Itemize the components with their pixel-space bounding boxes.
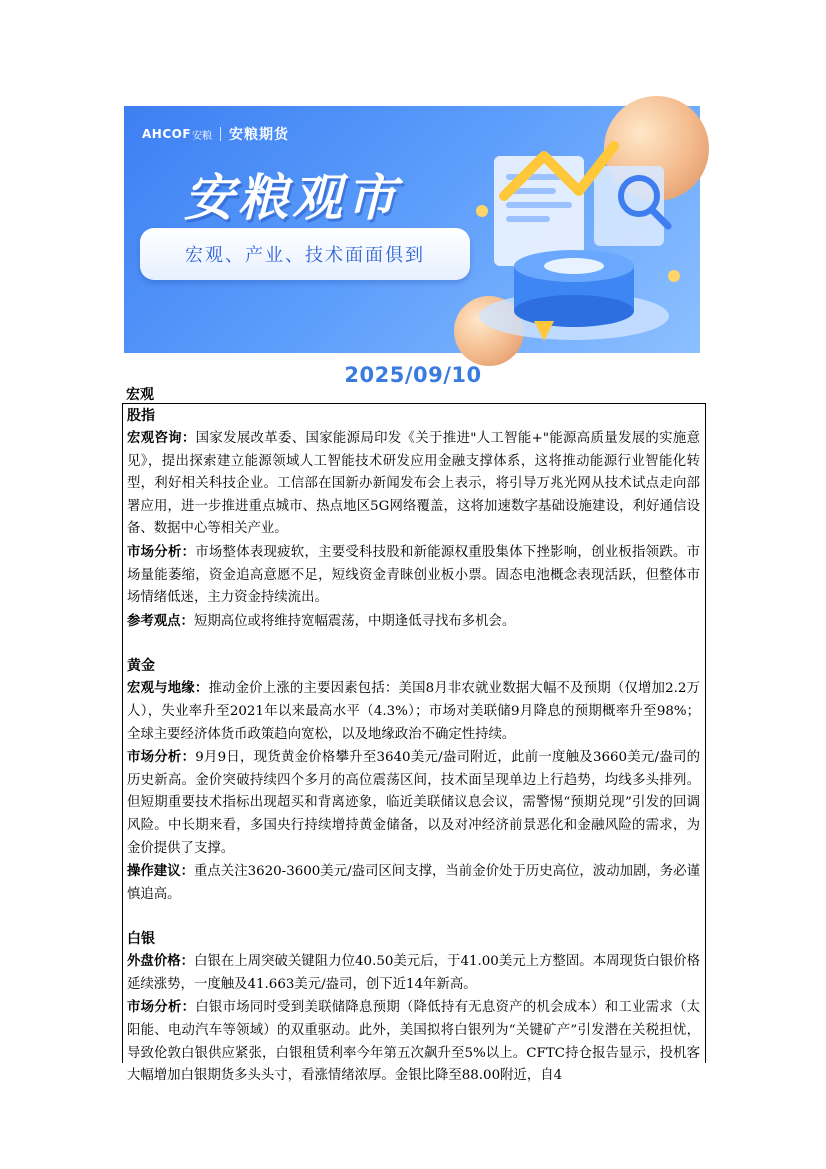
banner-subtitle: 宏观、产业、技术面面俱到 xyxy=(185,245,425,266)
paragraph-text: 重点关注3620-3600美元/盎司区间支撑，当前金价处于历史高位，波动加剧，务必谨慎追高。 xyxy=(127,864,700,902)
paragraph-text: 推动金价上涨的主要因素包括：美国8月非农就业数据大幅不及预期（仅增加2.2万人），失业率升至2021年以来最高水平（4.3%）；市场对美联储9月降息的预期概率升至98%；全球主要经济体货币政策趋向宽松，以及地缘政治不确定性持续。 xyxy=(127,681,701,742)
logo-cn: 安粮 xyxy=(192,130,213,142)
spacer xyxy=(127,633,700,655)
company-logo xyxy=(142,124,289,144)
paragraph xyxy=(127,860,700,906)
spacer xyxy=(127,906,700,928)
paragraph xyxy=(127,950,700,996)
paragraph-label: 参考观点： xyxy=(127,612,194,629)
paragraph-text: 白银市场同时受到美联储降息预期（降低持有无息资产的机会成本）和工业需求（太阳能、电动汽车等领域）的双重驱动。此外，美国拟将白银列为“关键矿产”引发潜在关税担忧，导致伦敦白银供应紧张，白银租赁利率今年第五次飙升至5%以上。CFTC持仓报告显示，投机客大幅增加白银期货多头头寸，看涨情绪浓厚。金银比降至88.00附近，自4 xyxy=(127,1000,701,1084)
paragraph-text: 9月9日，现货黄金价格攀升至3640美元/盎司附近，此前一度触及3660美元/盎司的历史新高。金价突破持续四个多月的高位震荡区间，技术面呈现单边上行趋势，均线多头排列。但短期重要技术指标出现超买和背离迹象，临近美联储议息会议，需警惕“预期兑现”引发的回调风险。中长期来看，多国央行持续增持黄金储备，以及对冲经济前景恶化和金融风险的需求，为金价提供了支撑。 xyxy=(127,750,700,856)
paragraph-label: 市场分析： xyxy=(127,999,196,1016)
subtitle-pill xyxy=(140,228,470,280)
paragraph-label: 宏观与地缘： xyxy=(127,680,209,697)
block-heading: 股指 xyxy=(127,408,155,424)
logo-en: AHCOF xyxy=(142,127,192,141)
paragraph xyxy=(127,746,700,860)
paragraph-label: 外盘价格： xyxy=(127,953,195,970)
section-label: 宏观 xyxy=(126,387,154,403)
paragraph-text: 市场整体表现疲软，主要受科技股和新能源权重股集体下挫影响，创业板指领跌。市场量能萎缩，资金追高意愿不足，短线资金青睐创业板小票。固态电池概念表现活跃，但整体市场情绪低迷，主力资金持续流出。 xyxy=(127,544,701,606)
company-name: 安粮期货 xyxy=(229,127,290,143)
content-box xyxy=(122,403,706,1084)
finance-illustration-icon xyxy=(464,126,694,346)
paragraph xyxy=(127,677,700,746)
paragraph-label: 市场分析： xyxy=(127,543,196,560)
paragraph-text: 白银在上周突破关键阻力位40.50美元后，于41.00美元上方整固。本周现货白银价格延续涨势，一度触及41.663美元/盎司，创下近14年新高。 xyxy=(127,954,701,992)
banner xyxy=(124,106,700,353)
block-heading: 白银 xyxy=(127,931,155,948)
paragraph xyxy=(127,610,700,634)
paragraph-text: 国家发展改革委、国家能源局印发《关于推进"人工智能+"能源高质量发展的实施意见》，提出探索建立能源领域人工智能技术研发应用金融支撑体系，这将推动能源行业智能化转型，利好相关科技企业。工信部在国新办新闻发布会上表示，将引导万兆光网从技术试点走向部署应用，进一步推进重点城市、热点地区5G网络覆盖，这将加速数字基础设施建设，利好通信设备、数据中心等相关产业。 xyxy=(127,431,700,537)
paragraph xyxy=(127,427,700,541)
report-date: 2025/09/10 xyxy=(344,363,482,387)
paragraph-label: 市场分析： xyxy=(127,749,196,766)
paragraph xyxy=(127,996,700,1087)
paragraph-label: 宏观咨询： xyxy=(127,430,196,446)
paragraph-text: 短期高位或将维持宽幅震荡，中期逢低寻找布多机会。 xyxy=(193,613,516,629)
paragraph-label: 操作建议： xyxy=(127,863,194,880)
paragraph xyxy=(127,541,700,610)
banner-title: 安粮观市 xyxy=(184,169,400,227)
block-heading: 黄金 xyxy=(127,658,155,675)
logo-divider xyxy=(220,127,221,141)
